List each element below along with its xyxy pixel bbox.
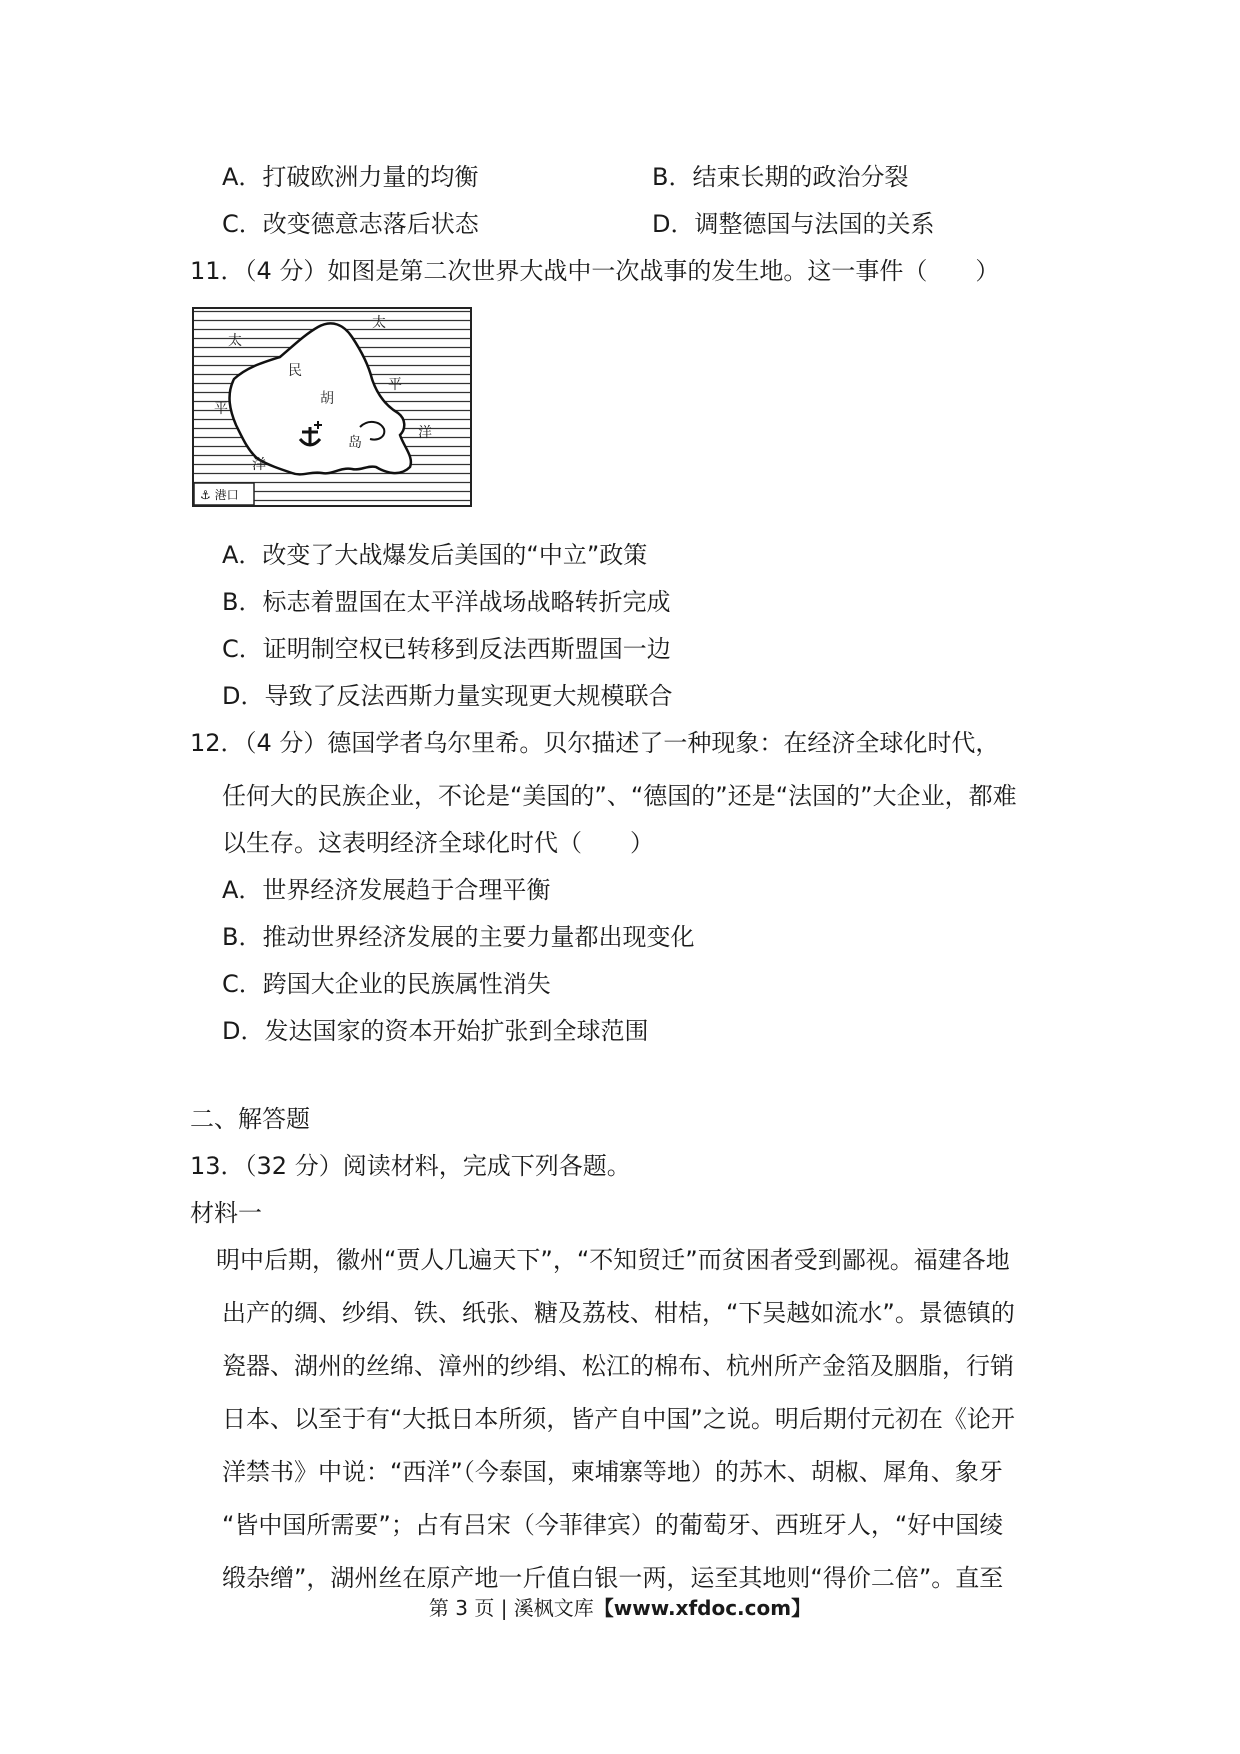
library-name: 溪枫文库	[513, 1596, 594, 1620]
q12-option-c: C．跨国大企业的民族属性消失	[222, 970, 551, 998]
q11-option-b: B．标志着盟国在太平洋战场战略转折完成	[222, 588, 671, 616]
q12-stem-line-3: 以生存。这表明经济全球化时代（ ）	[222, 829, 654, 857]
material-line-4: 日本、以至于有“大抵日本所须，皆产自中国”之说。明后期付元初在《论开	[222, 1405, 1015, 1433]
q12-option-b: B．推动世界经济发展的主要力量都出现变化	[222, 923, 695, 951]
map-label-tai-2: 太	[372, 315, 386, 331]
footer-separator: |	[494, 1596, 514, 1620]
q12-option-d: D．发达国家的资本开始扩张到全球范围	[222, 1017, 649, 1045]
q12-stem-line-1: 12．（4 分）德国学者乌尔里希。贝尔描述了一种现象：在经济全球化时代，	[190, 729, 1000, 757]
map-label-hu: 胡	[320, 391, 334, 407]
q10-option-a: A．打破欧洲力量的均衡	[222, 163, 479, 191]
q12-option-a: A．世界经济发展趋于合理平衡	[222, 876, 551, 904]
q13-stem: 13．（32 分）阅读材料，完成下列各题。	[190, 1152, 631, 1180]
material-line-6: “皆中国所需要”；占有吕宋（今菲律宾）的葡萄牙、西班牙人，“好中国绫	[222, 1511, 1004, 1539]
map-label-dao: 岛	[348, 435, 362, 451]
q10-option-d: D．调整德国与法国的关系	[652, 210, 935, 238]
section-title: 二、解答题	[190, 1105, 310, 1133]
map-label-ping-1: 平	[388, 377, 402, 393]
map-label-yang-2: 洋	[252, 457, 266, 473]
harbor-anchor-icon	[298, 421, 326, 449]
map-label-tai-1: 太	[228, 333, 242, 349]
page-footer	[0, 1594, 1240, 1622]
material-line-2: 出产的绸、纱绢、铁、纸张、糖及荔枝、柑桔，“下吴越如流水”。景德镇的	[222, 1299, 1015, 1327]
q10-option-b: B．结束长期的政治分裂	[652, 163, 909, 191]
q11-option-a: A．改变了大战爆发后美国的“中立”政策	[222, 541, 648, 569]
q11-option-d: D．导致了反法西斯力量实现更大规模联合	[222, 682, 673, 710]
material-label: 材料一	[190, 1199, 262, 1227]
material-line-7: 缎杂缯”，湖州丝在原产地一斤值白银一两，运至其地则“得价二倍”。直至	[222, 1564, 1004, 1592]
library-site-link[interactable]: 【www.xfdoc.com】	[593, 1596, 812, 1620]
q10-option-c: C．改变德意志落后状态	[222, 210, 479, 238]
material-line-5: 洋禁书》中说：“西洋”（今泰国，柬埔寨等地）的苏木、胡椒、犀角、象牙	[222, 1458, 1003, 1486]
q11-option-c: C．证明制空权已转移到反法西斯盟国一边	[222, 635, 671, 663]
oahu-map-figure	[192, 307, 472, 507]
q11-stem: 11．（4 分）如图是第二次世界大战中一次战事的发生地。这一事件（ ）	[190, 257, 1000, 285]
map-label-min: 民	[288, 363, 302, 379]
material-line-1: 明中后期，徽州“贾人几遍天下”，“不知贸迁”而贫困者受到鄙视。福建各地	[216, 1246, 1010, 1274]
island-map	[192, 307, 472, 507]
q12-stem-line-2: 任何大的民族企业，不论是“美国的”、“德国的”还是“法国的”大企业，都难	[222, 782, 1017, 810]
map-label-ping-2: 平	[214, 401, 228, 417]
page-number: 第 3 页	[428, 1596, 495, 1620]
map-label-yang-1: 洋	[418, 425, 432, 441]
map-legend: ⚓ 港口	[200, 488, 239, 502]
material-line-3: 瓷器、湖州的丝绵、漳州的纱绢、松江的棉布、杭州所产金箔及胭脂，行销	[222, 1352, 1014, 1380]
